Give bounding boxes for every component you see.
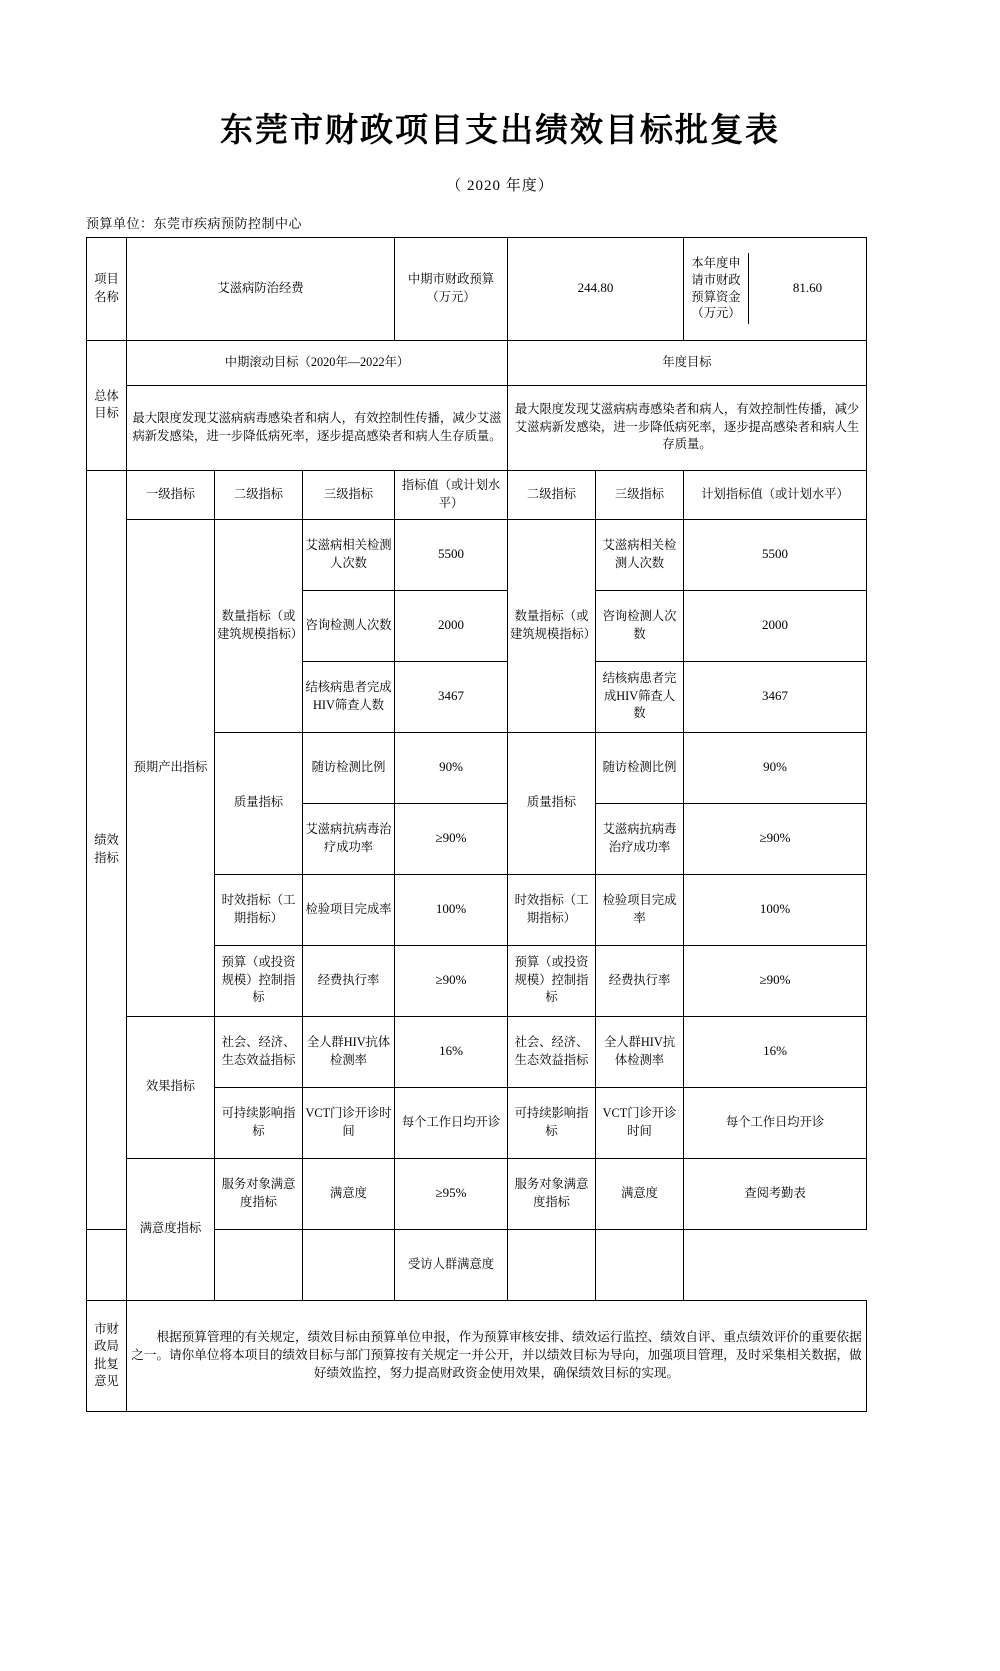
level3-label: 咨询检测人次数: [303, 590, 395, 661]
level3-label-annual: 经费执行率: [596, 945, 684, 1016]
level2-sustainable-annual: 可持续影响指标: [508, 1087, 596, 1158]
indicator-value: ≥95%: [395, 1158, 508, 1229]
indicator-value-annual: 3467: [684, 661, 867, 732]
level2-budget-control: 预算（或投资规模）控制指标: [215, 945, 303, 1016]
level3-label-annual: 艾滋病抗病毒治疗成功率: [596, 803, 684, 874]
level2-social: 社会、经济、生态效益指标: [215, 1016, 303, 1087]
opinion-paragraph: 根据预算管理的有关规定，绩效目标由预算单位申报，作为预算审核安排、绩效运行监控、绩效自评、重点绩效评价的重要依据之一。请你单位将本项目的绩效目标与部门预算按有关规定一并公开，并以绩效目标为导向，加强项目管理，及时采集相关数据，做好绩效监控，努力提高财政资金使用效果，确保绩效目标的实现。: [131, 1329, 862, 1380]
level3-label-annual: 满意度: [596, 1158, 684, 1229]
indicator-value-empty-annual: [596, 1229, 684, 1300]
annual-request-label: 本年度申请市财政预算资金（万元）: [684, 253, 749, 323]
midterm-goal-text: 最大限度发现艾滋病病毒感染者和病人，有效控制性传播，减少艾滋病新发感染，进一步降低病死率，逐步提高感染者和病人生存质量。: [127, 385, 508, 470]
table-row-goal-header: [87, 340, 867, 385]
level2-service-satisfaction-annual: 服务对象满意度指标: [508, 1158, 596, 1229]
header-level3: 三级指标: [303, 470, 395, 519]
indicator-value-annual: 每个工作日均开诊: [684, 1087, 867, 1158]
table-row-indicator: [87, 519, 867, 590]
header-level1: 一级指标: [127, 470, 215, 519]
level2-quantity: 数量指标（或建筑规模指标）: [215, 519, 303, 732]
midterm-goal-header: 中期滚动目标（2020年—2022年）: [127, 340, 508, 385]
level3-label: 全人群HIV抗体检测率: [303, 1016, 395, 1087]
table-row-indicator: [87, 1158, 867, 1229]
header-level3-annual: 三级指标: [596, 470, 684, 519]
indicator-value-annual: ≥90%: [684, 945, 867, 1016]
opinion-label: 市财政局批复意见: [87, 1300, 127, 1411]
level2-social-annual: 社会、经济、生态效益指标: [508, 1016, 596, 1087]
indicator-value: ≥90%: [395, 945, 508, 1016]
table-row-goal-text: [87, 385, 867, 470]
indicator-value-annual: ≥90%: [684, 803, 867, 874]
project-name-label: 项目名称: [87, 237, 127, 340]
level2-empty: [87, 1229, 127, 1300]
budget-unit-line: 预算单位：东莞市疾病预防控制中心: [86, 215, 303, 231]
indicator-value-annual: 2000: [684, 590, 867, 661]
level3-label-annual: 艾滋病相关检测人次数: [596, 519, 684, 590]
indicator-value: 每个工作日均开诊: [395, 1087, 508, 1158]
level3-label: 结核病患者完成HIV筛查人数: [303, 661, 395, 732]
midterm-budget-label: 中期市财政预算（万元）: [395, 237, 508, 340]
overall-goal-label: 总体目标: [87, 340, 127, 470]
level3-label-annual: 咨询检测人次数: [596, 590, 684, 661]
page-subtitle: （ 2020 年度）: [446, 177, 554, 194]
performance-target-table: [86, 237, 867, 1412]
level3-label: 艾滋病相关检测人次数: [303, 519, 395, 590]
indicator-value-annual: 90%: [684, 732, 867, 803]
indicator-value: 16%: [395, 1016, 508, 1087]
level3-label-annual: 全人群HIV抗体检测率: [596, 1016, 684, 1087]
indicator-value-annual: 100%: [684, 874, 867, 945]
level2-quantity-annual: 数量指标（或建筑规模指标）: [508, 519, 596, 732]
indicator-value: ≥90%: [395, 803, 508, 874]
table-row-indicator-header: [87, 470, 867, 519]
annual-goal-header: 年度目标: [508, 340, 867, 385]
level2-quality-annual: 质量指标: [508, 732, 596, 874]
level3-label-annual: 随访检测比例: [596, 732, 684, 803]
level2-sustainable: 可持续影响指标: [215, 1087, 303, 1158]
header-value-annual: 计划指标值（或计划水平）: [684, 470, 867, 519]
level2-service-satisfaction: 服务对象满意度指标: [215, 1158, 303, 1229]
level3-label: 随访检测比例: [303, 732, 395, 803]
project-name-value: 艾滋病防治经费: [127, 237, 395, 340]
annual-goal-text: 最大限度发现艾滋病病毒感染者和病人，有效控制性传播，减少艾滋病新发感染，进一步降低病死率，逐步提高感染者和病人生存质量。: [508, 385, 867, 470]
level3-label: 经费执行率: [303, 945, 395, 1016]
level3-empty-annual: [508, 1229, 596, 1300]
indicator-value-annual: 查阅考勤表: [684, 1158, 867, 1229]
indicator-value: 100%: [395, 874, 508, 945]
table-row-project: [87, 237, 867, 340]
table-row-indicator: [87, 1016, 867, 1087]
level2-respondent-satisfaction-annual: 受访人群满意度: [395, 1229, 508, 1300]
level3-label-annual: 结核病患者完成HIV筛查人数: [596, 661, 684, 732]
level3-label: 检验项目完成率: [303, 874, 395, 945]
level3-label-annual: VCT门诊开诊时间: [596, 1087, 684, 1158]
indicator-value: 90%: [395, 732, 508, 803]
header-level2: 二级指标: [215, 470, 303, 519]
annual-request-group: [684, 237, 867, 340]
level3-empty: [215, 1229, 303, 1300]
opinion-text: [127, 1300, 867, 1411]
level3-label-annual: 检验项目完成率: [596, 874, 684, 945]
annual-request-value: 81.60: [792, 280, 823, 296]
indicator-value-annual: 16%: [684, 1016, 867, 1087]
level2-timeliness: 时效指标（工期指标）: [215, 874, 303, 945]
table-row-opinion: [87, 1300, 867, 1411]
level2-timeliness-annual: 时效指标（工期指标）: [508, 874, 596, 945]
level3-label: 艾滋病抗病毒治疗成功率: [303, 803, 395, 874]
indicator-value: 3467: [395, 661, 508, 732]
group-satisfaction-label: 满意度指标: [127, 1158, 215, 1300]
level3-label: VCT门诊开诊时间: [303, 1087, 395, 1158]
header-level2-annual: 二级指标: [508, 470, 596, 519]
level2-budget-control-annual: 预算（或投资规模）控制指标: [508, 945, 596, 1016]
indicator-value-annual: 5500: [684, 519, 867, 590]
group-effect-label: 效果指标: [127, 1016, 215, 1158]
midterm-budget-value: 244.80: [508, 237, 684, 340]
performance-label: 绩效指标: [87, 470, 127, 1229]
group-output-label: 预期产出指标: [127, 519, 215, 1016]
indicator-value-empty: [303, 1229, 395, 1300]
header-value: 指标值（或计划水平）: [395, 470, 508, 519]
level2-quality: 质量指标: [215, 732, 303, 874]
page-title: 东莞市财政项目支出绩效目标批复表: [220, 113, 780, 149]
indicator-value: 2000: [395, 590, 508, 661]
indicator-value: 5500: [395, 519, 508, 590]
level3-label: 满意度: [303, 1158, 395, 1229]
